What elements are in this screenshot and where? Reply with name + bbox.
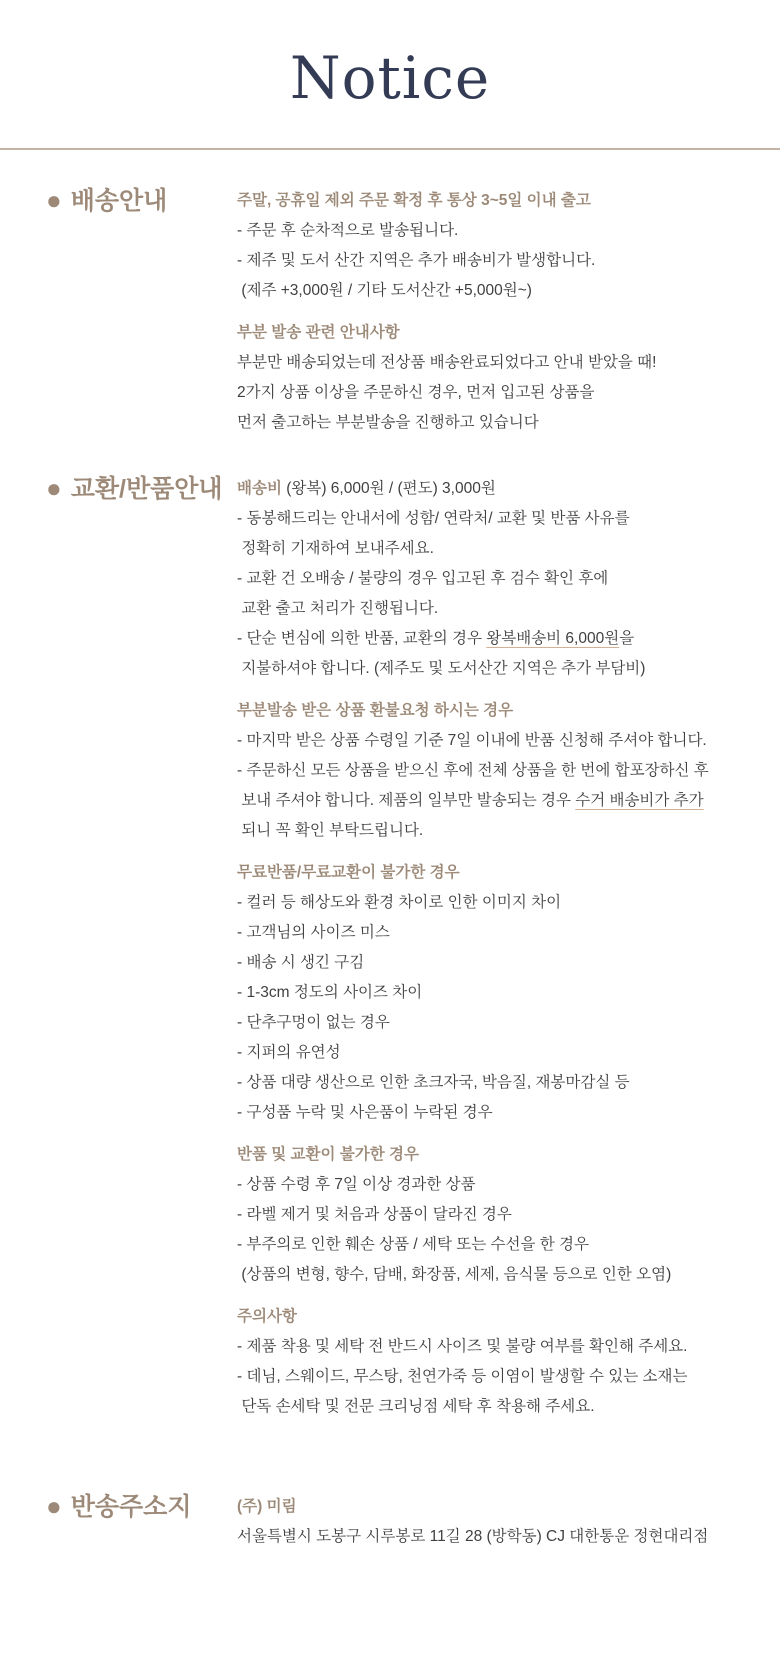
text-line	[237, 594, 766, 624]
section-shipping-info	[0, 186, 780, 438]
text-line	[237, 1098, 766, 1128]
text-segment: - 1-3cm 정도의 사이즈 차이	[237, 983, 423, 1001]
text-segment: - 상품 대량 생산으로 인한 초크자국, 박음질, 재봉마감실 등	[237, 1073, 630, 1091]
text-line	[237, 948, 766, 978]
text-block	[237, 1302, 766, 1422]
section-content-return-address	[237, 1492, 766, 1552]
section-heading-label: 교환/반품안내	[70, 474, 223, 503]
text-line	[237, 534, 766, 564]
text-segment: - 동봉해드리는 안내서에 성함/ 연락처/ 교환 및 반품 사유를	[237, 509, 630, 527]
section-content-exchange-return-info	[237, 474, 766, 1422]
text-segment: 지불하셔야 합니다. (제주도 및 도서산간 지역은 추가 부담비)	[237, 659, 646, 677]
text-line	[237, 1392, 766, 1422]
section-content-shipping-info	[237, 186, 766, 438]
accent-text: 주의사항	[237, 1307, 297, 1325]
text-segment: 보내 주셔야 합니다. 제품의 일부만 발송되는 경우	[237, 791, 576, 809]
section-return-address	[0, 1492, 780, 1552]
text-line	[237, 756, 766, 786]
text-segment: - 컬러 등 해상도와 환경 차이로 인한 이미지 차이	[237, 893, 562, 911]
accent-text: (주) 미림	[237, 1497, 297, 1515]
text-segment: 을	[619, 629, 635, 647]
notice-header	[0, 0, 780, 150]
text-line	[237, 348, 766, 378]
text-line	[237, 1200, 766, 1230]
bullet-dot-icon: ●	[46, 472, 62, 503]
text-segment: - 라벨 제거 및 처음과 상품이 달라진 경우	[237, 1205, 512, 1223]
text-line	[237, 654, 766, 684]
text-line	[237, 1140, 766, 1170]
text-line	[237, 1008, 766, 1038]
accent-text: 부분발송 받은 상품 환불요청 하시는 경우	[237, 701, 514, 719]
section-heading-label: 반송주소지	[70, 1492, 192, 1521]
text-segment: - 상품 수령 후 7일 이상 경과한 상품	[237, 1175, 476, 1193]
text-line	[237, 726, 766, 756]
text-block	[237, 696, 766, 846]
text-segment: - 마지막 받은 상품 수령일 기준 7일 이내에 반품 신청해 주셔야 합니다.	[237, 731, 707, 749]
text-line	[237, 1230, 766, 1260]
text-segment: 되니 꼭 확인 부탁드립니다.	[237, 821, 424, 839]
text-line	[237, 408, 766, 438]
text-line	[237, 504, 766, 534]
section-heading-exchange-return-info	[46, 474, 237, 504]
text-line	[237, 474, 766, 504]
text-line	[237, 1362, 766, 1392]
text-line	[237, 378, 766, 408]
text-line	[237, 1170, 766, 1200]
accent-text: 무료반품/무료교환이 불가한 경우	[237, 863, 460, 881]
text-line	[237, 246, 766, 276]
text-line	[237, 1038, 766, 1068]
text-segment: - 교환 건 오배송 / 불량의 경우 입고된 후 검수 확인 후에	[237, 569, 609, 587]
text-block	[237, 1492, 766, 1552]
text-block	[237, 858, 766, 1128]
text-line	[237, 216, 766, 246]
text-segment: - 배송 시 생긴 구김	[237, 953, 365, 971]
text-segment: 부분만 배송되었는데 전상품 배송완료되었다고 안내 받았을 때!	[237, 353, 657, 371]
text-line	[237, 816, 766, 846]
text-block	[237, 186, 766, 306]
text-line	[237, 888, 766, 918]
text-line	[237, 318, 766, 348]
text-line	[237, 624, 766, 654]
section-heading-label: 배송안내	[70, 186, 168, 215]
bullet-dot-icon: ●	[46, 1490, 62, 1521]
text-segment: - 제품 착용 및 세탁 전 반드시 사이즈 및 불량 여부를 확인해 주세요.	[237, 1337, 688, 1355]
accent-text: 주말, 공휴일 제외 주문 확정 후 통상 3~5일 이내 출고	[237, 191, 591, 209]
text-segment: - 데님, 스웨이드, 무스탕, 천연가죽 등 이염이 발생할 수 있는 소재는	[237, 1367, 688, 1385]
text-line	[237, 1492, 766, 1522]
bullet-dot-icon: ●	[46, 184, 62, 215]
text-block	[237, 318, 766, 438]
text-segment: (왕복) 6,000원 / (편도) 3,000원	[281, 479, 496, 497]
text-line	[237, 1332, 766, 1362]
text-line	[237, 918, 766, 948]
text-line	[237, 564, 766, 594]
page-title: Notice	[289, 44, 491, 112]
text-segment: - 단순 변심에 의한 반품, 교환의 경우	[237, 629, 487, 647]
text-line	[237, 1302, 766, 1332]
text-line	[237, 858, 766, 888]
text-segment: - 고객님의 사이즈 미스	[237, 923, 390, 941]
text-segment: 정확히 기재하여 보내주세요.	[237, 539, 434, 557]
text-line	[237, 186, 766, 216]
text-segment: 단독 손세탁 및 전문 크리닝점 세탁 후 착용해 주세요.	[237, 1397, 595, 1415]
underlined-text: 수거 배송비가 추가	[575, 791, 704, 809]
section-heading-return-address	[46, 1492, 237, 1522]
text-segment: 서울특별시 도봉구 시루봉로 11길 28 (방학동) CJ 대한통운 정현대리점	[237, 1527, 709, 1545]
text-block	[237, 474, 766, 684]
text-segment: - 구성품 누락 및 사은품이 누락된 경우	[237, 1103, 493, 1121]
text-line	[237, 1522, 766, 1552]
text-segment: (제주 +3,000원 / 기타 도서산간 +5,000원~)	[237, 281, 532, 299]
text-segment: - 지퍼의 유연성	[237, 1043, 341, 1061]
text-segment: - 제주 및 도서 산간 지역은 추가 배송비가 발생합니다.	[237, 251, 596, 269]
text-segment: - 주문하신 모든 상품을 받으신 후에 전체 상품을 한 번에 합포장하신 후	[237, 761, 709, 779]
underlined-text: 왕복배송비 6,000원	[486, 629, 620, 647]
text-segment: - 주문 후 순차적으로 발송됩니다.	[237, 221, 459, 239]
section-exchange-return-info	[0, 474, 780, 1422]
text-segment: 2가지 상품 이상을 주문하신 경우, 먼저 입고된 상품을	[237, 383, 595, 401]
text-segment: (상품의 변형, 향수, 담배, 화장품, 세제, 음식물 등으로 인한 오염)	[237, 1265, 672, 1283]
text-line	[237, 978, 766, 1008]
header-divider	[0, 148, 780, 150]
text-segment: - 단추구멍이 없는 경우	[237, 1013, 390, 1031]
text-line	[237, 276, 766, 306]
accent-text: 부분 발송 관련 안내사항	[237, 323, 400, 341]
notice-sections	[0, 186, 780, 1552]
section-heading-shipping-info	[46, 186, 237, 216]
accent-text: 배송비	[237, 479, 282, 497]
text-segment: 교환 출고 처리가 진행됩니다.	[237, 599, 439, 617]
text-line	[237, 1260, 766, 1290]
text-segment: - 부주의로 인한 훼손 상품 / 세탁 또는 수선을 한 경우	[237, 1235, 589, 1253]
text-line	[237, 696, 766, 726]
text-segment: 먼저 출고하는 부분발송을 진행하고 있습니다	[237, 413, 539, 431]
text-line	[237, 1068, 766, 1098]
text-block	[237, 1140, 766, 1290]
text-line	[237, 786, 766, 816]
accent-text: 반품 및 교환이 불가한 경우	[237, 1145, 419, 1163]
